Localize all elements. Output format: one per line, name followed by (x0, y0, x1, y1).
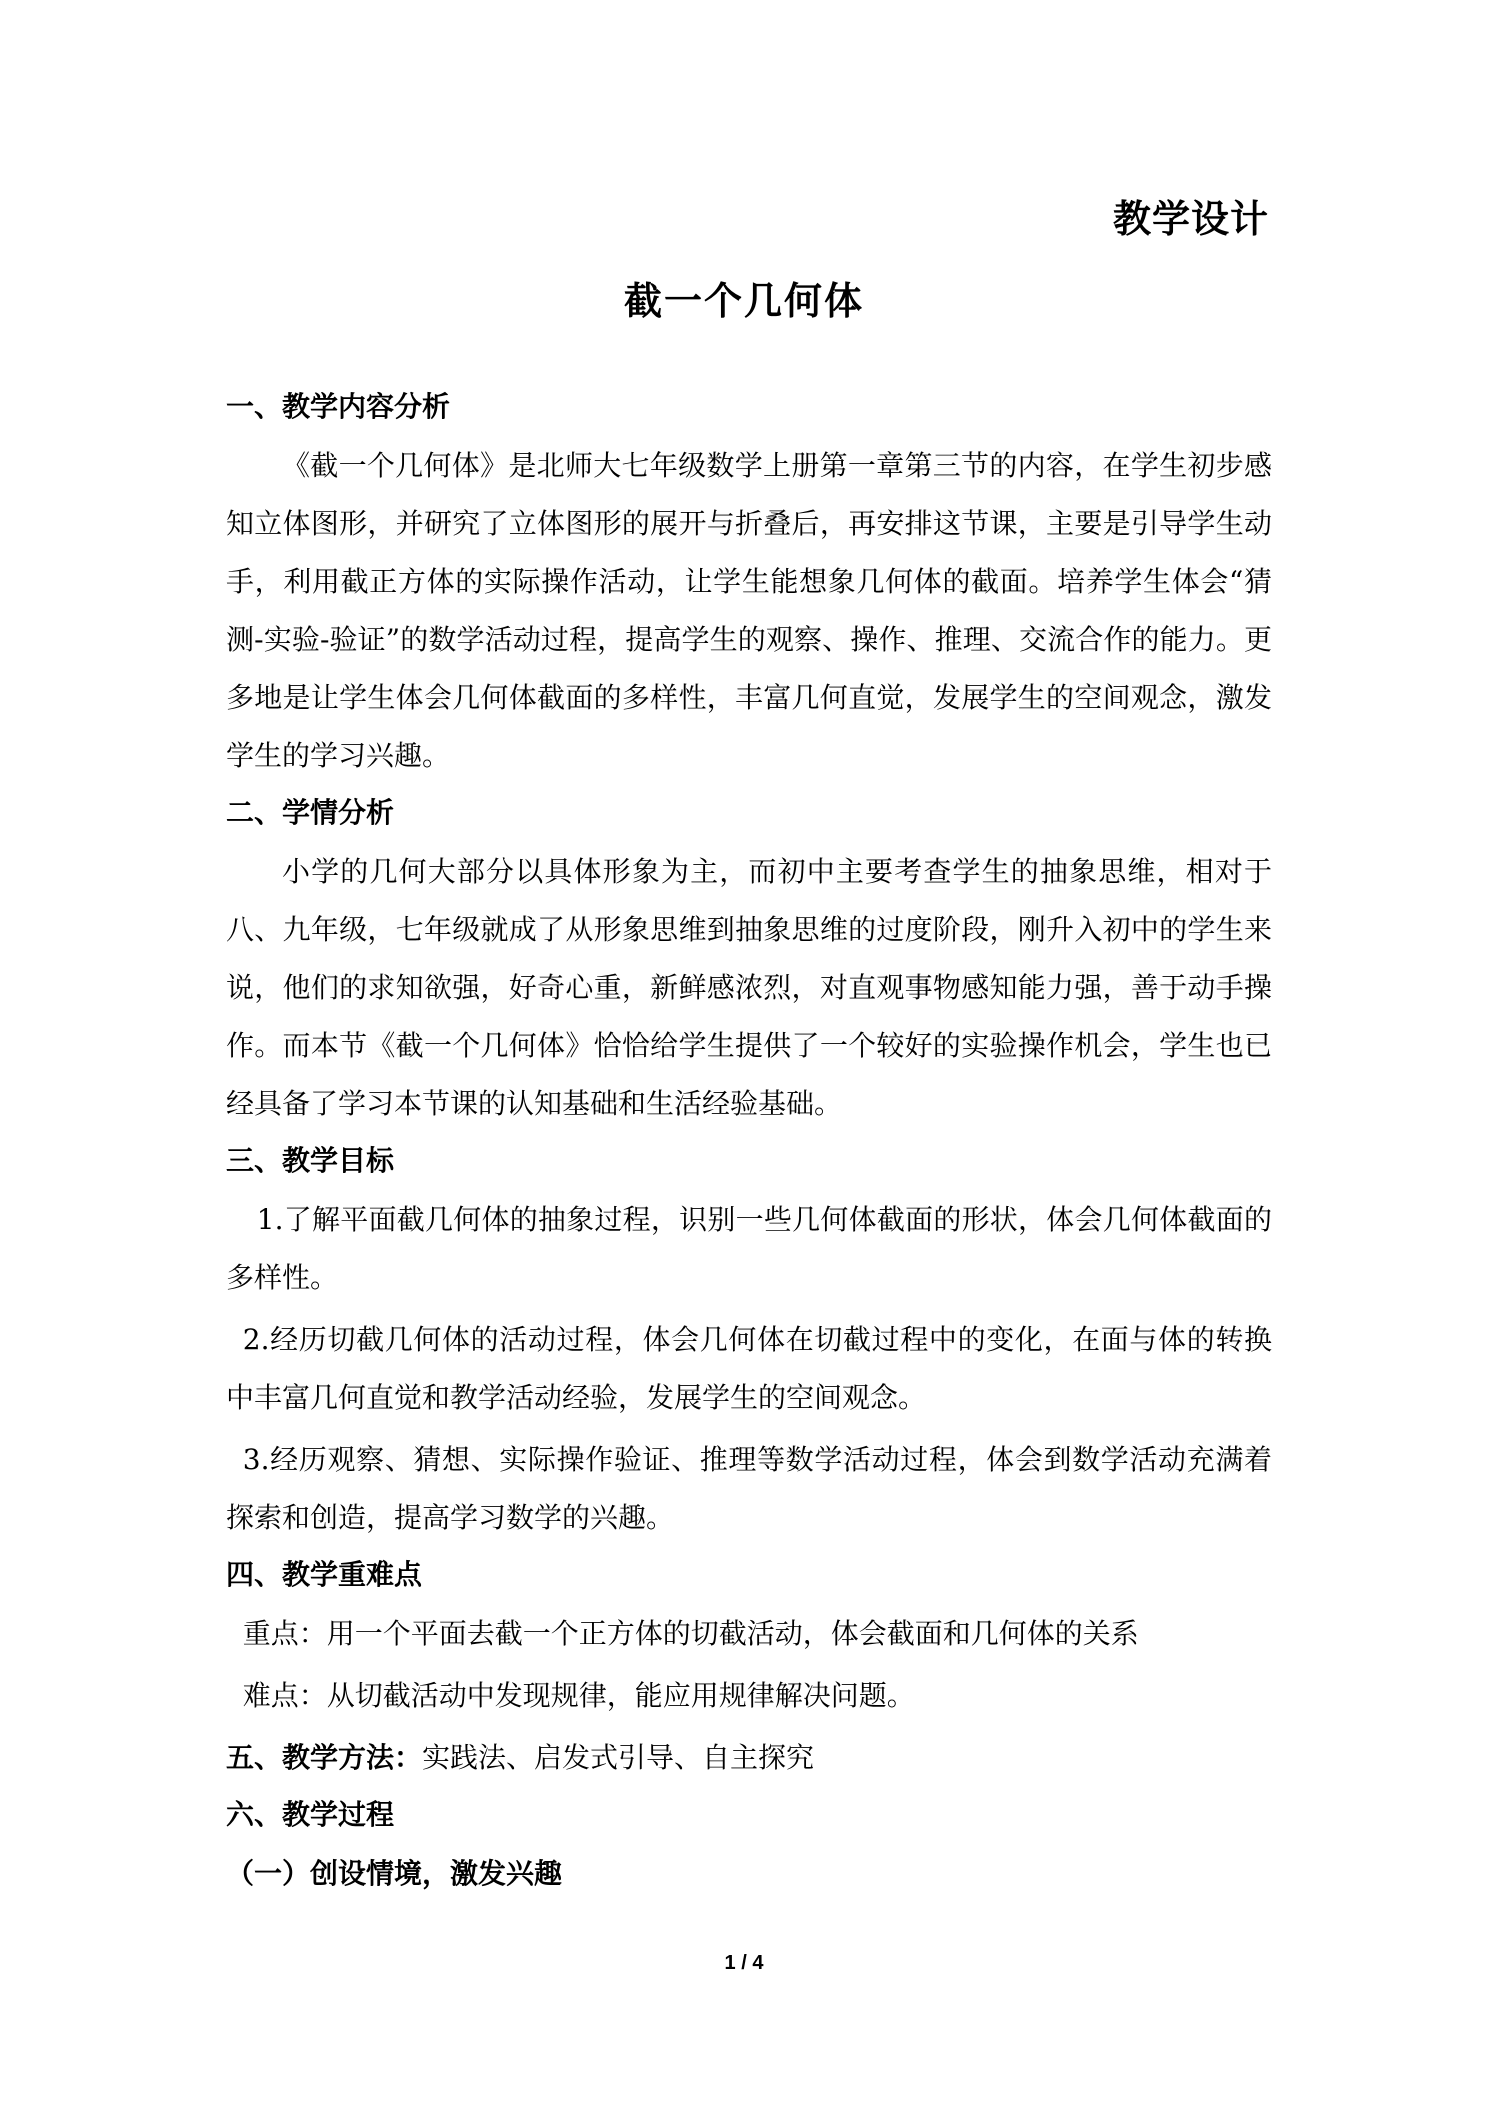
section-paragraph: 《截一个几何体》是北师大七年级数学上册第一章第三节的内容，在学生初步感知立体图形，并研究了立体图形的展开与折叠后，再安排这节课，主要是引导学生动手，利用截正方体的实际操作活动，让学生能想象几何体的截面。培养学生体会“猜测-实验-验证”的数学活动过程，提高学生的观察、操作、推理、交流合作的能力。更多地是让学生体会几何体截面的多样性，丰富几何直觉，发展学生的空间观念，激发学生的学习兴趣。 (226, 449, 1272, 772)
document-body (226, 385, 1272, 1903)
key-point: 重点：用一个平面去截一个正方体的切截活动，体会截面和几何体的关系 (242, 1617, 1139, 1650)
section-teaching-process (226, 1793, 1272, 1903)
goal-item: 3.经历观察、猜想、实际操作验证、推理等数学活动过程，体会到数学活动充满着探索和创造，提高学习数学的兴趣。 (226, 1443, 1272, 1534)
section-heading: 五、教学方法： (226, 1741, 423, 1774)
section-heading: 一、教学内容分析 (226, 390, 451, 423)
section-key-difficult-points (226, 1553, 1272, 1725)
difficult-point: 难点：从切截活动中发现规律，能应用规律解决问题。 (242, 1679, 915, 1712)
section-heading: 六、教学过程 (226, 1798, 395, 1831)
header-label: 教学设计 (1112, 196, 1269, 241)
methods-text: 实践法、启发式引导、自主探究 (422, 1741, 815, 1774)
section-content-analysis (226, 385, 1272, 785)
section-student-analysis (226, 791, 1272, 1133)
goal-item: 1.了解平面截几何体的抽象过程，识别一些几何体截面的形状，体会几何体截面的多样性。 (226, 1203, 1272, 1294)
section-teaching-goals (226, 1139, 1272, 1547)
section-heading: 二、学情分析 (226, 796, 395, 829)
goal-item: 2.经历切截几何体的活动过程，体会几何体在切截过程中的变化，在面与体的转换中丰富几何直觉和教学活动经验，发展学生的空间观念。 (226, 1323, 1272, 1414)
document-title: 截一个几何体 (623, 278, 864, 323)
section-heading: 四、教学重难点 (226, 1558, 423, 1591)
sub-heading: （一）创设情境，激发兴趣 (226, 1857, 563, 1890)
section-paragraph: 小学的几何大部分以具体形象为主，而初中主要考查学生的抽象思维，相对于八、九年级，七年级就成了从形象思维到抽象思维的过度阶段，刚升入初中的学生来说，他们的求知欲强，好奇心重，新鲜感浓烈，对直观事物感知能力强，善于动手操作。而本节《截一个几何体》恰恰给学生提供了一个较好的实验操作机会，学生也已经具备了学习本节课的认知基础和生活经验基础。 (226, 855, 1272, 1120)
page-number: 1 / 4 (724, 1952, 764, 1974)
section-teaching-methods (226, 1729, 1272, 1787)
section-heading: 三、教学目标 (226, 1144, 395, 1177)
